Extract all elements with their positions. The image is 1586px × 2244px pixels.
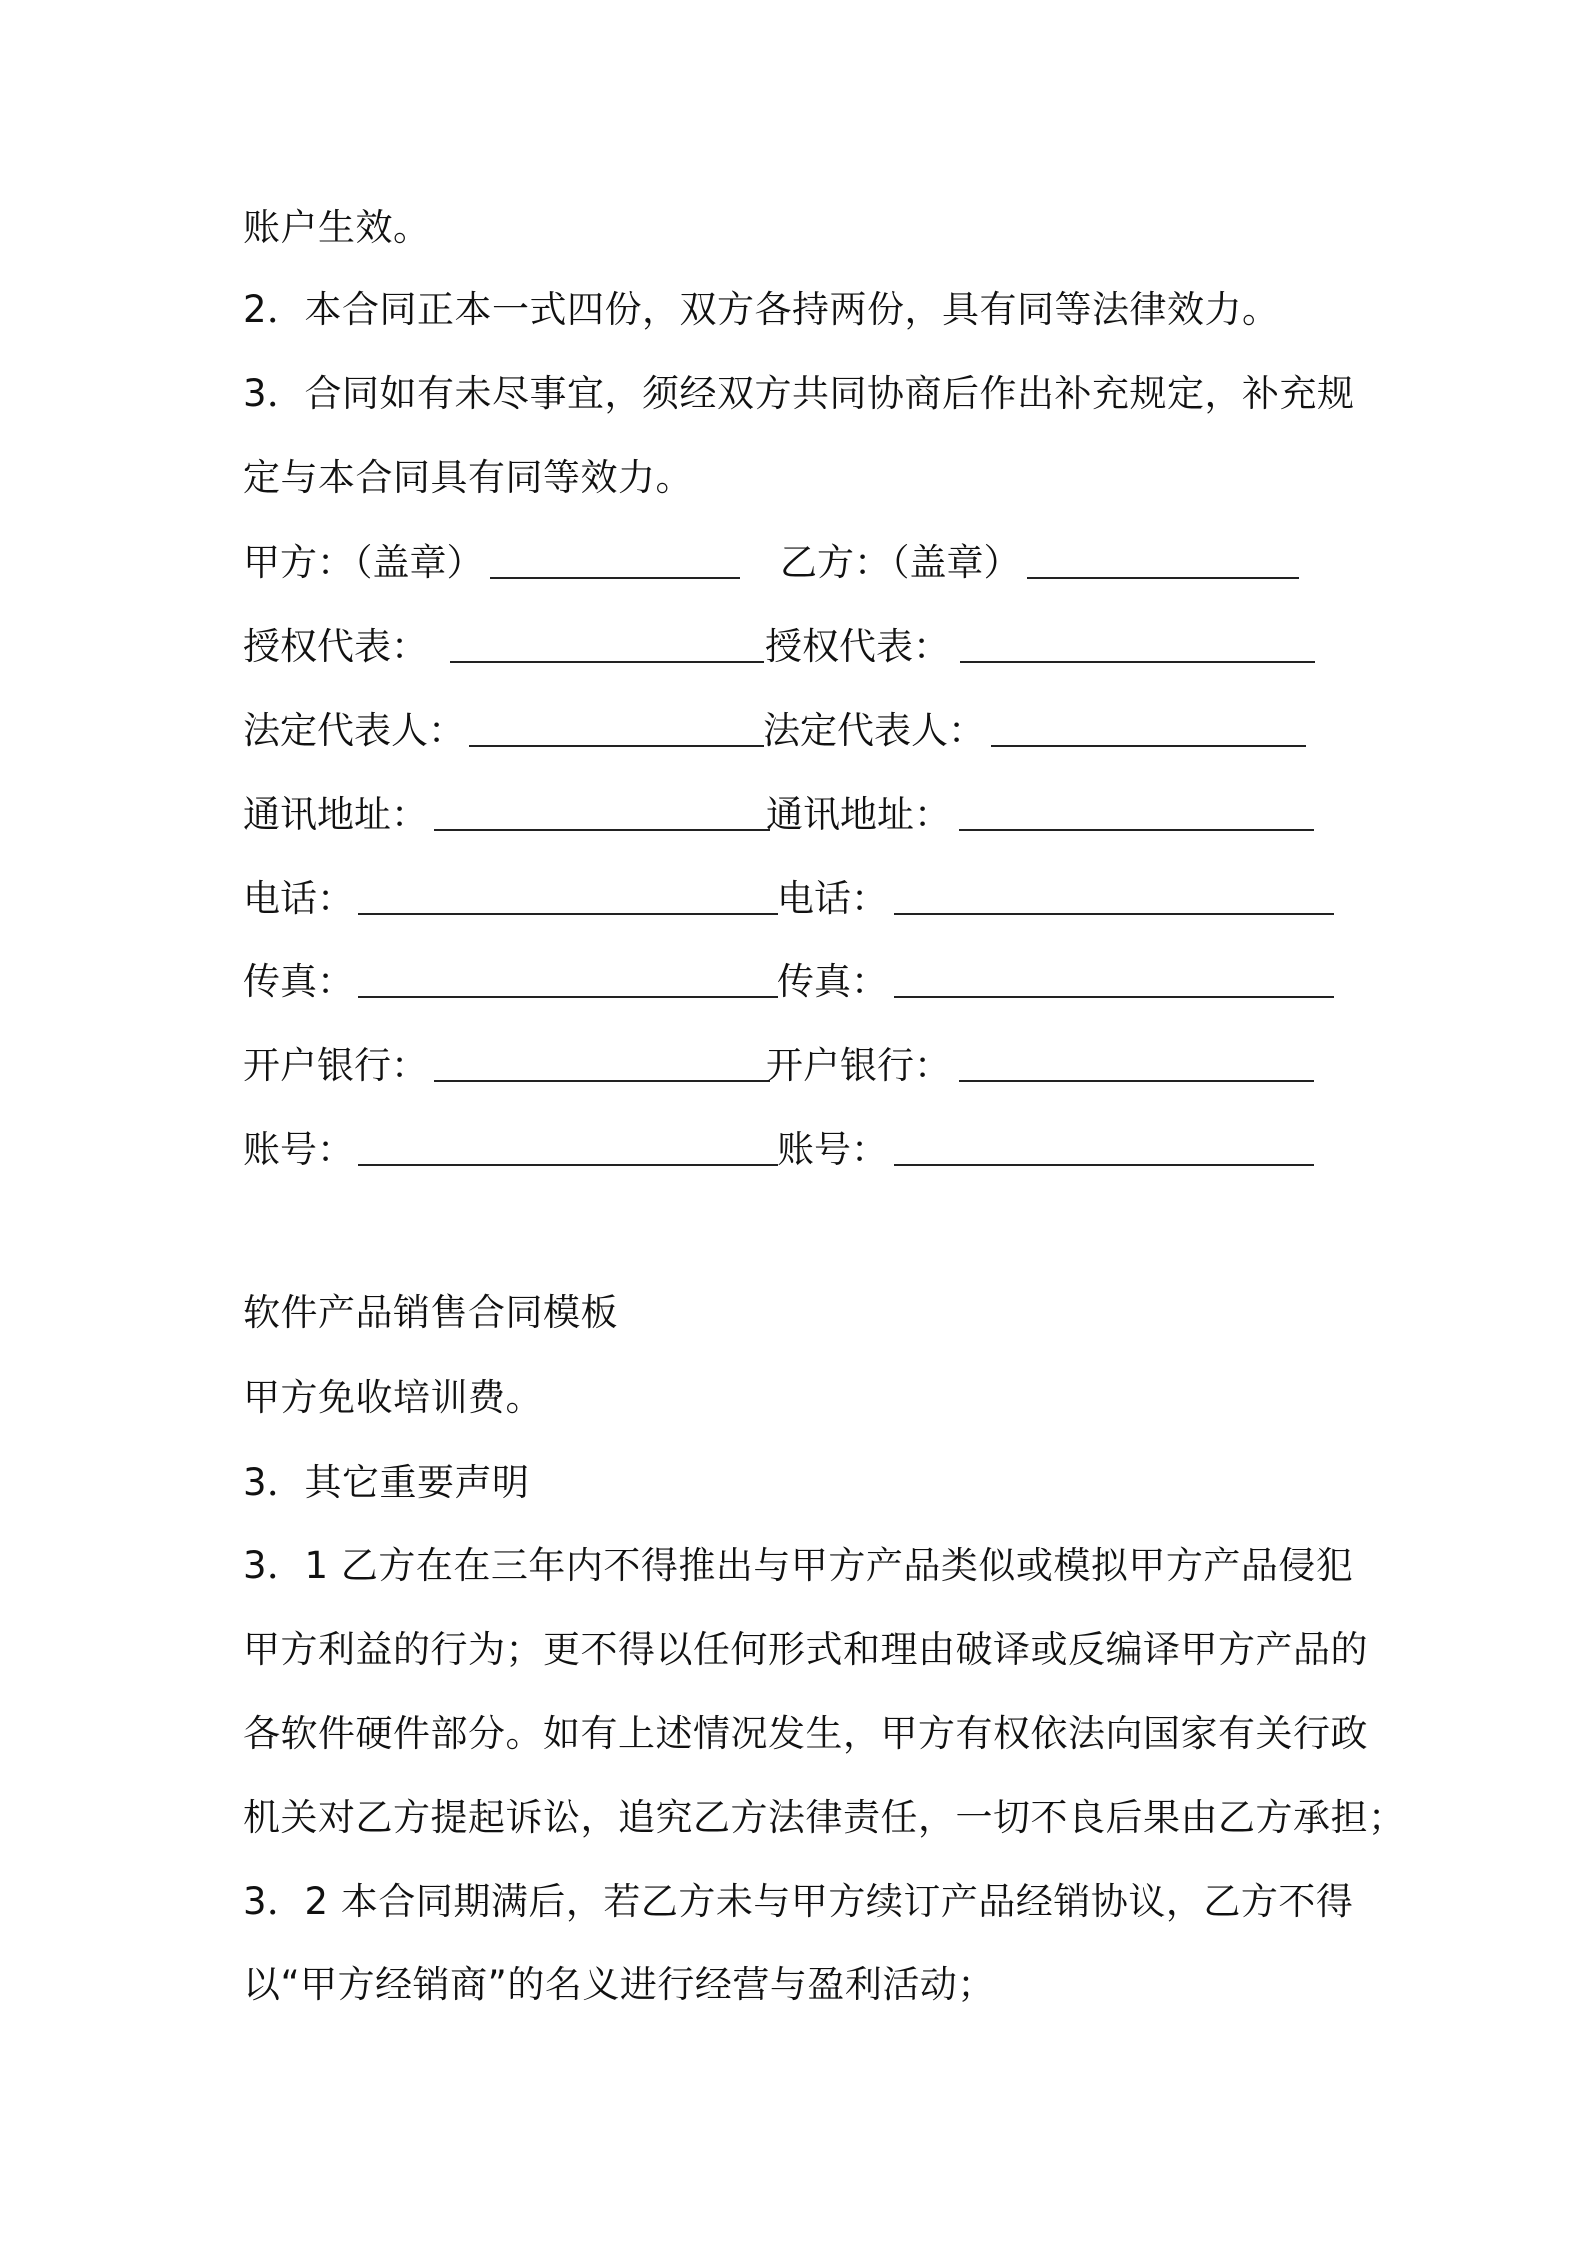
signature-label-right: 乙方：（盖章） xyxy=(780,541,1021,584)
signature-blank xyxy=(358,962,778,998)
signature-blank xyxy=(434,795,770,831)
signature-row-address xyxy=(243,791,1443,839)
signature-label-right: 授权代表： xyxy=(765,625,950,668)
paragraph-line: 以“甲方经销商”的名义进行经营与盈利活动； xyxy=(243,1963,995,2006)
signature-row-account xyxy=(243,1126,1443,1174)
paragraph-line: 3．合同如有未尽事宜，须经双方共同协商后作出补充规定，补充规 xyxy=(243,372,1355,415)
signature-blank xyxy=(959,1046,1314,1082)
signature-row-representative xyxy=(243,623,1443,671)
signature-blank xyxy=(991,711,1306,747)
signature-label-right: 电话： xyxy=(777,877,888,920)
signature-label-right: 账号： xyxy=(777,1128,888,1171)
paragraph-line: 2．本合同正本一式四份，双方各持两份，具有同等法律效力。 xyxy=(243,288,1280,331)
paragraph-line: 3．1 乙方在在三年内不得推出与甲方产品类似或模拟甲方产品侵犯 xyxy=(243,1544,1354,1587)
signature-blank xyxy=(894,962,1334,998)
paragraph-line: 机关对乙方提起诉讼，追究乙方法律责任，一切不良后果由乙方承担； xyxy=(243,1796,1406,1839)
signature-label-left: 法定代表人： xyxy=(243,709,465,752)
signature-label-left: 通讯地址： xyxy=(243,793,428,836)
signature-label-right: 传真： xyxy=(777,960,888,1003)
signature-blank xyxy=(894,879,1334,915)
signature-row-legal-rep xyxy=(243,707,1443,755)
signature-label-right: 开户银行： xyxy=(766,1044,951,1087)
signature-row-phone xyxy=(243,875,1443,923)
signature-label-left: 传真： xyxy=(243,960,354,1003)
signature-label-left: 账号： xyxy=(243,1128,354,1171)
signature-label-left: 甲方：（盖章） xyxy=(243,541,484,584)
signature-label-left: 授权代表： xyxy=(243,625,428,668)
section-title: 软件产品销售合同模板 xyxy=(243,1291,618,1334)
signature-blank xyxy=(358,879,778,915)
signature-label-right: 法定代表人： xyxy=(763,709,985,752)
paragraph-line: 定与本合同具有同等效力。 xyxy=(243,456,693,499)
signature-blank xyxy=(959,795,1314,831)
signature-blank xyxy=(490,543,740,579)
paragraph-line: 账户生效。 xyxy=(243,206,431,249)
signature-row-seal xyxy=(243,539,1443,587)
paragraph-line: 甲方免收培训费。 xyxy=(243,1376,543,1419)
signature-blank xyxy=(894,1130,1314,1166)
signature-blank xyxy=(434,1046,770,1082)
paragraph-line: 3．其它重要声明 xyxy=(243,1461,530,1504)
paragraph-line: 各软件硬件部分。如有上述情况发生，甲方有权依法向国家有关行政 xyxy=(243,1712,1368,1755)
signature-blank xyxy=(358,1130,778,1166)
signature-blank xyxy=(469,711,764,747)
signature-blank xyxy=(960,627,1315,663)
signature-row-bank xyxy=(243,1042,1443,1090)
signature-row-fax xyxy=(243,958,1443,1006)
signature-label-left: 开户银行： xyxy=(243,1044,428,1087)
signature-blank xyxy=(1027,543,1299,579)
paragraph-line: 3．2 本合同期满后，若乙方未与甲方续订产品经销协议，乙方不得 xyxy=(243,1880,1354,1923)
paragraph-line: 甲方利益的行为；更不得以任何形式和理由破译或反编译甲方产品的 xyxy=(243,1628,1368,1671)
signature-label-right: 通讯地址： xyxy=(766,793,951,836)
signature-label-left: 电话： xyxy=(243,877,354,920)
signature-blank xyxy=(450,627,764,663)
